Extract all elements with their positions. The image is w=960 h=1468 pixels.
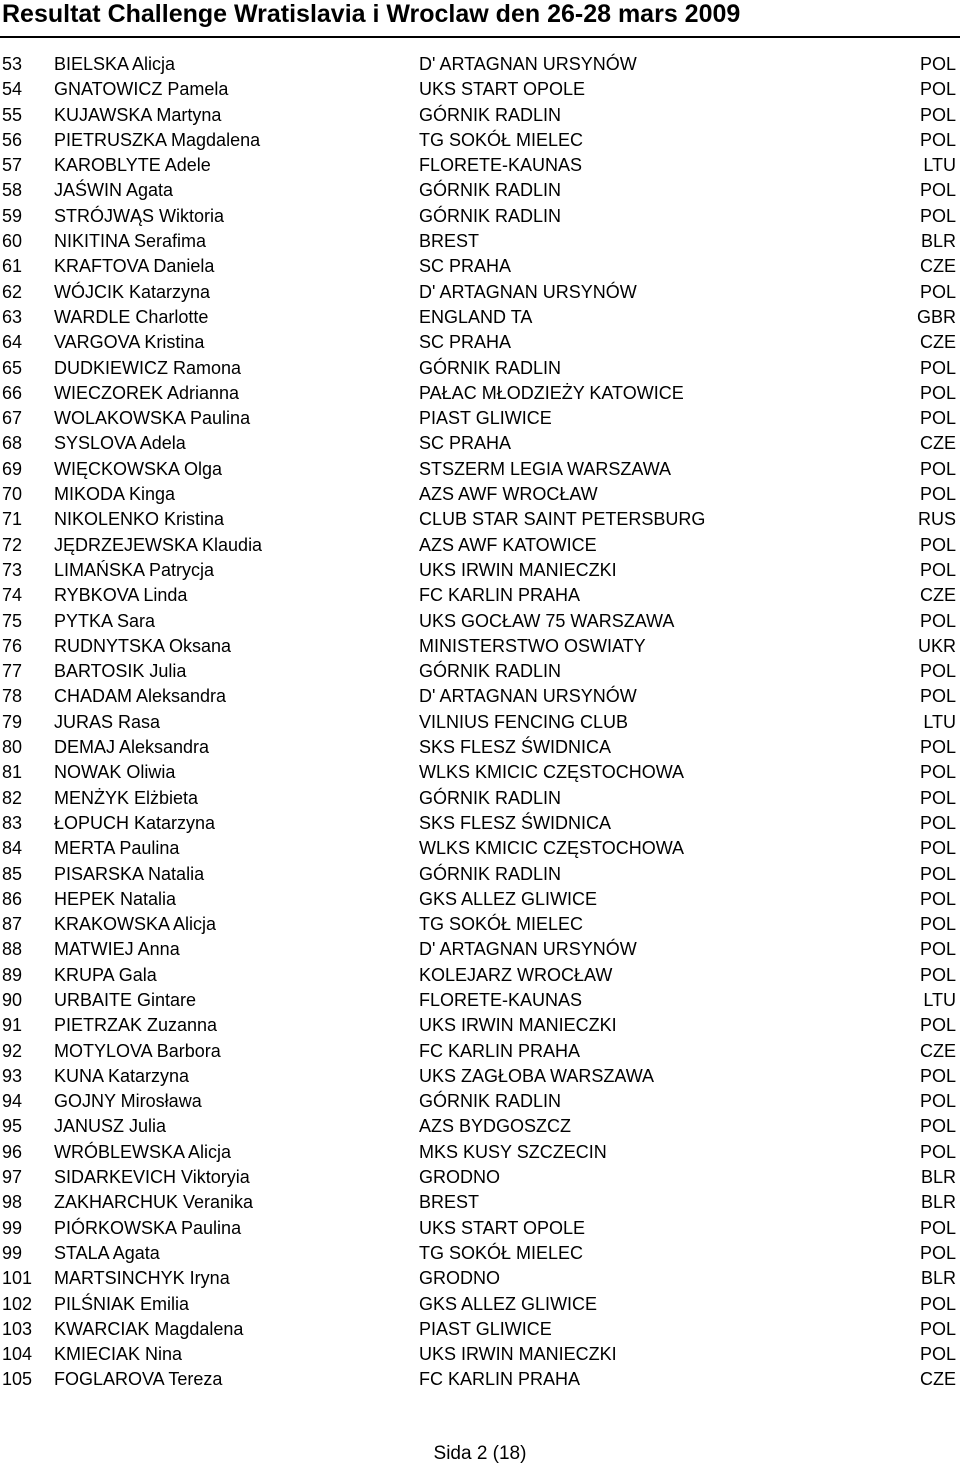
rank-cell: 67 xyxy=(2,408,23,429)
rank-cell: 70 xyxy=(2,484,23,505)
result-row xyxy=(0,128,960,153)
rank-cell: 95 xyxy=(2,1116,23,1137)
rank-cell: 103 xyxy=(2,1318,33,1339)
rank-cell: 68 xyxy=(2,433,23,454)
rank-cell: 63 xyxy=(2,306,23,327)
athlete-name: NOWAK Oliwia xyxy=(54,762,176,783)
result-row xyxy=(0,77,960,102)
rank-cell: 58 xyxy=(2,180,23,201)
club-name: UKS GOCŁAW 75 WARSZAWA xyxy=(419,610,675,631)
nation-code: POL xyxy=(919,1344,956,1365)
club-name: SC PRAHA xyxy=(419,433,512,454)
athlete-name: PIETRUSZKA Magdalena xyxy=(54,129,261,150)
club-name: GÓRNIK RADLIN xyxy=(419,205,562,226)
nation-code: POL xyxy=(919,104,956,125)
result-row xyxy=(0,1064,960,1089)
athlete-name: STRÓJWĄS Wiktoria xyxy=(54,205,225,226)
club-name: GÓRNIK RADLIN xyxy=(419,863,562,884)
result-row xyxy=(0,229,960,254)
nation-code: POL xyxy=(919,1015,956,1036)
result-row xyxy=(0,305,960,330)
club-name: FC KARLIN PRAHA xyxy=(419,1040,581,1061)
result-row xyxy=(0,178,960,203)
athlete-name: HEPEK Natalia xyxy=(54,888,177,909)
nation-code: POL xyxy=(919,458,956,479)
club-name: GÓRNIK RADLIN xyxy=(419,787,562,808)
club-name: GÓRNIK RADLIN xyxy=(419,357,562,378)
nation-code: POL xyxy=(919,382,956,403)
nation-code: POL xyxy=(919,357,956,378)
nation-code: BLR xyxy=(920,231,956,252)
page-title: Resultat Challenge Wratislavia i Wroclaw den 26-28 mars 2009 xyxy=(2,0,741,28)
nation-code: POL xyxy=(919,964,956,985)
result-row xyxy=(0,1241,960,1266)
nation-code: POL xyxy=(919,408,956,429)
club-name: UKS ZAGŁOBA WARSZAWA xyxy=(419,1065,655,1086)
rank-cell: 54 xyxy=(2,79,23,100)
result-row xyxy=(0,507,960,532)
athlete-name: BARTOSIK Julia xyxy=(54,661,187,682)
rank-cell: 85 xyxy=(2,863,23,884)
nation-code: BLR xyxy=(920,1192,956,1213)
result-row xyxy=(0,254,960,279)
result-row xyxy=(0,963,960,988)
rank-cell: 74 xyxy=(2,585,23,606)
athlete-name: WRÓBLEWSKA Alicja xyxy=(54,1141,232,1162)
athlete-name: RUDNYTSKA Oksana xyxy=(54,635,232,656)
result-row xyxy=(0,988,960,1013)
nation-code: POL xyxy=(919,1293,956,1314)
rank-cell: 83 xyxy=(2,812,23,833)
nation-code: LTU xyxy=(923,989,956,1010)
nation-code: POL xyxy=(919,762,956,783)
rank-cell: 71 xyxy=(2,509,23,530)
athlete-name: JAŚWIN Agata xyxy=(54,180,174,201)
club-name: GRODNO xyxy=(419,1167,500,1188)
nation-code: GBR xyxy=(916,306,956,327)
rank-cell: 90 xyxy=(2,989,23,1010)
nation-code: POL xyxy=(919,1091,956,1112)
club-name: UKS IRWIN MANIECZKI xyxy=(419,1344,617,1365)
results-list xyxy=(0,52,960,1393)
rank-cell: 79 xyxy=(2,711,23,732)
club-name: UKS START OPOLE xyxy=(419,1217,586,1238)
athlete-name: MIKODA Kinga xyxy=(54,484,176,505)
athlete-name: SYSLOVA Adela xyxy=(54,433,186,454)
club-name: BREST xyxy=(419,231,480,252)
club-name: PIAST GLIWICE xyxy=(419,408,552,429)
nation-code: POL xyxy=(919,939,956,960)
club-name: SC PRAHA xyxy=(419,256,512,277)
rank-cell: 92 xyxy=(2,1040,23,1061)
result-row xyxy=(0,760,960,785)
club-name: WLKS KMICIC CZĘSTOCHOWA xyxy=(419,838,685,859)
result-row xyxy=(0,52,960,77)
nation-code: POL xyxy=(919,534,956,555)
athlete-name: KRAFTOVA Daniela xyxy=(54,256,215,277)
rank-cell: 84 xyxy=(2,838,23,859)
club-name: GKS ALLEZ GLIWICE xyxy=(419,1293,598,1314)
athlete-name: KAROBLYTE Adele xyxy=(54,155,211,176)
nation-code: POL xyxy=(919,484,956,505)
club-name: BREST xyxy=(419,1192,480,1213)
club-name: GÓRNIK RADLIN xyxy=(419,180,562,201)
rank-cell: 66 xyxy=(2,382,23,403)
nation-code: POL xyxy=(919,205,956,226)
club-name: SKS FLESZ ŚWIDNICA xyxy=(419,737,612,758)
result-row xyxy=(0,482,960,507)
rank-cell: 94 xyxy=(2,1091,23,1112)
club-name: PIAST GLIWICE xyxy=(419,1318,552,1339)
athlete-name: GOJNY Mirosława xyxy=(54,1091,202,1112)
result-row xyxy=(0,659,960,684)
club-name: D' ARTAGNAN URSYNÓW xyxy=(419,54,637,74)
nation-code: CZE xyxy=(920,256,956,277)
result-row xyxy=(0,558,960,583)
nation-code: POL xyxy=(919,559,956,580)
rank-cell: 65 xyxy=(2,357,23,378)
result-row xyxy=(0,1367,960,1392)
athlete-name: WIĘCKOWSKA Olga xyxy=(54,458,223,479)
result-row xyxy=(0,836,960,861)
athlete-name: KUJAWSKA Martyna xyxy=(54,104,222,125)
club-name: STSZERM LEGIA WARSZAWA xyxy=(419,458,672,479)
athlete-name: PIÓRKOWSKA Paulina xyxy=(54,1217,242,1238)
result-row xyxy=(0,1216,960,1241)
nation-code: CZE xyxy=(920,585,956,606)
club-name: D' ARTAGNAN URSYNÓW xyxy=(419,281,637,302)
nation-code: CZE xyxy=(920,1369,956,1390)
result-row xyxy=(0,533,960,558)
athlete-name: WOLAKOWSKA Paulina xyxy=(54,408,251,429)
result-row xyxy=(0,912,960,937)
rank-cell: 105 xyxy=(2,1369,33,1390)
athlete-name: KUNA Katarzyna xyxy=(54,1065,190,1086)
athlete-name: MERTA Paulina xyxy=(54,838,180,859)
nation-code: CZE xyxy=(920,332,956,353)
athlete-name: DUDKIEWICZ Ramona xyxy=(54,357,242,378)
result-row xyxy=(0,937,960,962)
rank-cell: 101 xyxy=(2,1268,33,1289)
club-name: SKS FLESZ ŚWIDNICA xyxy=(419,812,612,833)
nation-code: POL xyxy=(919,54,956,74)
result-row xyxy=(0,1317,960,1342)
club-name: FC KARLIN PRAHA xyxy=(419,585,581,606)
result-row xyxy=(0,280,960,305)
athlete-name: VARGOVA Kristina xyxy=(54,332,205,353)
rank-cell: 97 xyxy=(2,1167,23,1188)
club-name: VILNIUS FENCING CLUB xyxy=(419,711,629,732)
athlete-name: JANUSZ Julia xyxy=(54,1116,167,1137)
athlete-name: MENŻYK Elżbieta xyxy=(54,787,199,808)
nation-code: POL xyxy=(919,79,956,100)
nation-code: POL xyxy=(919,863,956,884)
nation-code: BLR xyxy=(920,1167,956,1188)
athlete-name: WARDLE Charlotte xyxy=(54,306,209,327)
athlete-name: KMIECIAK Nina xyxy=(54,1344,183,1365)
club-name: D' ARTAGNAN URSYNÓW xyxy=(419,939,637,960)
nation-code: UKR xyxy=(917,635,956,656)
club-name: GRODNO xyxy=(419,1268,500,1289)
result-row xyxy=(0,153,960,178)
title-underline xyxy=(0,36,960,38)
athlete-name: PILŚNIAK Emilia xyxy=(54,1293,190,1314)
nation-code: POL xyxy=(919,1141,956,1162)
athlete-name: PIETRZAK Zuzanna xyxy=(54,1015,218,1036)
rank-cell: 57 xyxy=(2,155,23,176)
result-row xyxy=(0,1342,960,1367)
rank-cell: 89 xyxy=(2,964,23,985)
athlete-name: KWARCIAK Magdalena xyxy=(54,1318,244,1339)
club-name: FLORETE-KAUNAS xyxy=(419,155,583,176)
nation-code: CZE xyxy=(920,433,956,454)
result-row xyxy=(0,1266,960,1291)
result-row xyxy=(0,710,960,735)
club-name: FC KARLIN PRAHA xyxy=(419,1369,581,1390)
nation-code: POL xyxy=(919,610,956,631)
nation-code: POL xyxy=(919,661,956,682)
club-name: GÓRNIK RADLIN xyxy=(419,1091,562,1112)
athlete-name: MOTYLOVA Barbora xyxy=(54,1040,221,1061)
rank-cell: 56 xyxy=(2,129,23,150)
result-row xyxy=(0,634,960,659)
club-name: TG SOKÓŁ MIELEC xyxy=(419,129,584,150)
result-row xyxy=(0,887,960,912)
result-row xyxy=(0,1165,960,1190)
athlete-name: DEMAJ Aleksandra xyxy=(54,737,210,758)
nation-code: POL xyxy=(919,1318,956,1339)
result-row xyxy=(0,735,960,760)
nation-code: POL xyxy=(919,1065,956,1086)
page-number: Sida 2 (18) xyxy=(433,1443,527,1464)
nation-code: POL xyxy=(919,737,956,758)
nation-code: POL xyxy=(919,1116,956,1137)
nation-code: POL xyxy=(919,281,956,302)
rank-cell: 78 xyxy=(2,686,23,707)
athlete-name: URBAITE Gintare xyxy=(54,989,197,1010)
rank-cell: 62 xyxy=(2,281,23,302)
athlete-name: NIKOLENKO Kristina xyxy=(54,509,225,530)
result-row xyxy=(0,103,960,128)
club-name: SC PRAHA xyxy=(419,332,512,353)
club-name: ENGLAND TA xyxy=(419,306,533,327)
result-row xyxy=(0,356,960,381)
result-row xyxy=(0,684,960,709)
rank-cell: 99 xyxy=(2,1217,23,1238)
nation-code: LTU xyxy=(923,711,956,732)
rank-cell: 64 xyxy=(2,332,23,353)
athlete-name: RYBKOVA Linda xyxy=(54,585,188,606)
athlete-name: WÓJCIK Katarzyna xyxy=(54,281,211,302)
nation-code: RUS xyxy=(917,509,956,530)
athlete-name: KRAKOWSKA Alicja xyxy=(54,914,217,935)
club-name: GÓRNIK RADLIN xyxy=(419,661,562,682)
athlete-name: NIKITINA Serafima xyxy=(54,231,207,252)
result-row xyxy=(0,811,960,836)
club-name: UKS IRWIN MANIECZKI xyxy=(419,559,617,580)
result-row xyxy=(0,381,960,406)
club-name: AZS AWF WROCŁAW xyxy=(419,484,598,505)
athlete-name: PYTKA Sara xyxy=(54,610,156,631)
rank-cell: 69 xyxy=(2,458,23,479)
rank-cell: 86 xyxy=(2,888,23,909)
rank-cell: 104 xyxy=(2,1344,33,1365)
result-row xyxy=(0,457,960,482)
result-row xyxy=(0,609,960,634)
rank-cell: 61 xyxy=(2,256,23,277)
nation-code: POL xyxy=(919,787,956,808)
athlete-name: SIDARKEVICH Viktoryia xyxy=(54,1167,250,1188)
athlete-name: MARTSINCHYK Iryna xyxy=(54,1268,230,1289)
nation-code: BLR xyxy=(920,1268,956,1289)
athlete-name: CHADAM Aleksandra xyxy=(54,686,227,707)
club-name: D' ARTAGNAN URSYNÓW xyxy=(419,686,637,707)
club-name: FLORETE-KAUNAS xyxy=(419,989,583,1010)
nation-code: POL xyxy=(919,888,956,909)
rank-cell: 53 xyxy=(2,54,23,74)
club-name: AZS AWF KATOWICE xyxy=(419,534,597,555)
club-name: MKS KUSY SZCZECIN xyxy=(419,1141,607,1162)
club-name: TG SOKÓŁ MIELEC xyxy=(419,1242,584,1263)
rank-cell: 82 xyxy=(2,787,23,808)
rank-cell: 99 xyxy=(2,1242,23,1263)
nation-code: POL xyxy=(919,1217,956,1238)
nation-code: POL xyxy=(919,838,956,859)
result-row xyxy=(0,1089,960,1114)
result-row xyxy=(0,583,960,608)
athlete-name: BIELSKA Alicja xyxy=(54,54,176,74)
rank-cell: 60 xyxy=(2,231,23,252)
athlete-name: PISARSKA Natalia xyxy=(54,863,205,884)
athlete-name: ZAKHARCHUK Veranika xyxy=(54,1192,254,1213)
athlete-name: WIECZOREK Adrianna xyxy=(54,382,240,403)
result-row xyxy=(0,1292,960,1317)
athlete-name: STALA Agata xyxy=(54,1242,160,1263)
rank-cell: 59 xyxy=(2,205,23,226)
nation-code: POL xyxy=(919,686,956,707)
result-row xyxy=(0,786,960,811)
result-row xyxy=(0,1190,960,1215)
rank-cell: 96 xyxy=(2,1141,23,1162)
nation-code: LTU xyxy=(923,155,956,176)
club-name: AZS BYDGOSZCZ xyxy=(419,1116,572,1137)
result-row xyxy=(0,204,960,229)
result-row xyxy=(0,431,960,456)
result-row xyxy=(0,1013,960,1038)
club-name: UKS IRWIN MANIECZKI xyxy=(419,1015,617,1036)
result-row xyxy=(0,1039,960,1064)
club-name: GKS ALLEZ GLIWICE xyxy=(419,888,598,909)
result-row xyxy=(0,406,960,431)
rank-cell: 73 xyxy=(2,559,23,580)
rank-cell: 72 xyxy=(2,534,23,555)
rank-cell: 80 xyxy=(2,737,23,758)
rank-cell: 91 xyxy=(2,1015,23,1036)
rank-cell: 102 xyxy=(2,1293,33,1314)
nation-code: POL xyxy=(919,812,956,833)
club-name: PAŁAC MŁODZIEŻY KATOWICE xyxy=(419,382,684,403)
nation-code: POL xyxy=(919,129,956,150)
rank-cell: 75 xyxy=(2,610,23,631)
nation-code: POL xyxy=(919,180,956,201)
rank-cell: 98 xyxy=(2,1192,23,1213)
athlete-name: GNATOWICZ Pamela xyxy=(54,79,229,100)
athlete-name: FOGLAROVA Tereza xyxy=(54,1369,223,1390)
athlete-name: KRUPA Gala xyxy=(54,964,157,985)
club-name: MINISTERSTWO OSWIATY xyxy=(419,635,646,656)
rank-cell: 93 xyxy=(2,1065,23,1086)
club-name: KOLEJARZ WROCŁAW xyxy=(419,964,613,985)
athlete-name: LIMAŃSKA Patrycja xyxy=(54,559,215,580)
nation-code: POL xyxy=(919,914,956,935)
club-name: GÓRNIK RADLIN xyxy=(419,104,562,125)
club-name: UKS START OPOLE xyxy=(419,79,586,100)
athlete-name: ŁOPUCH Katarzyna xyxy=(54,812,216,833)
result-row xyxy=(0,862,960,887)
rank-cell: 77 xyxy=(2,661,23,682)
result-row xyxy=(0,1114,960,1139)
athlete-name: JĘDRZEJEWSKA Klaudia xyxy=(54,534,263,555)
rank-cell: 55 xyxy=(2,104,23,125)
club-name: WLKS KMICIC CZĘSTOCHOWA xyxy=(419,762,685,783)
club-name: TG SOKÓŁ MIELEC xyxy=(419,914,584,935)
athlete-name: MATWIEJ Anna xyxy=(54,939,180,960)
nation-code: POL xyxy=(919,1242,956,1263)
rank-cell: 87 xyxy=(2,914,23,935)
result-row xyxy=(0,330,960,355)
rank-cell: 88 xyxy=(2,939,23,960)
rank-cell: 76 xyxy=(2,635,23,656)
result-row xyxy=(0,1140,960,1165)
club-name: CLUB STAR SAINT PETERSBURG xyxy=(419,509,706,530)
athlete-name: JURAS Rasa xyxy=(54,711,161,732)
rank-cell: 81 xyxy=(2,762,23,783)
nation-code: CZE xyxy=(920,1040,956,1061)
